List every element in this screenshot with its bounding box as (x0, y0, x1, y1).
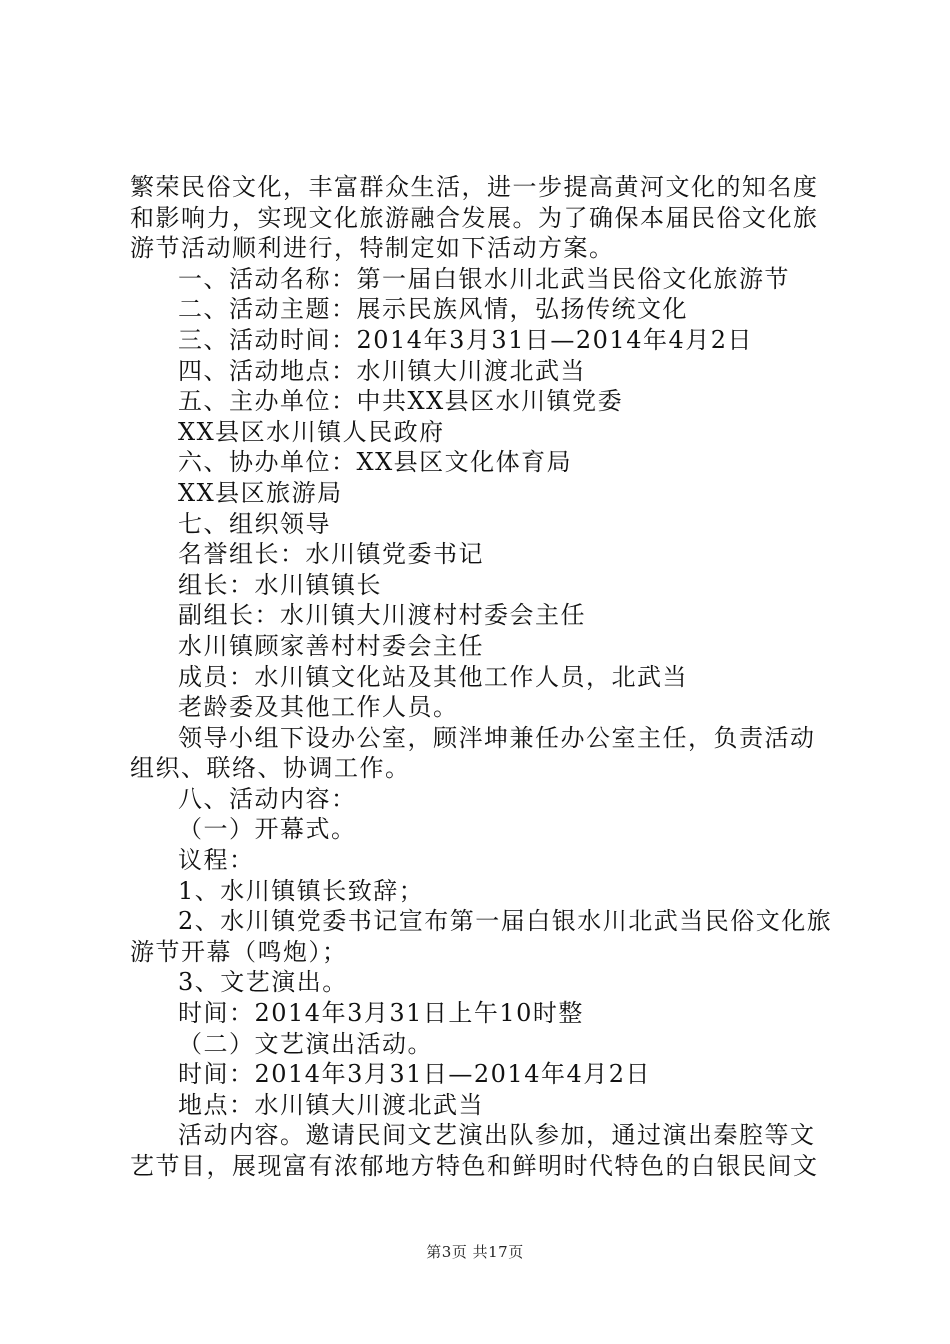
text-line: 二、活动主题：展示民族风情，弘扬传统文化 (178, 295, 688, 324)
text-line: 老龄委及其他工作人员。 (178, 693, 459, 722)
text-line: 活动内容。邀请民间文艺演出队参加，通过演出秦腔等文 (178, 1121, 816, 1150)
text-line: 时间：2014年3月31日上午10时整 (178, 999, 584, 1028)
text-line: 1、水川镇镇长致辞； (178, 876, 425, 905)
text-line: 2、水川镇党委书记宣布第一届白银水川北武当民俗文化旅 (178, 907, 833, 936)
text-line: 地点：水川镇大川渡北武当 (178, 1090, 484, 1119)
text-line: 四、活动地点：水川镇大川渡北武当 (178, 356, 586, 385)
text-line: 议程： (178, 846, 255, 875)
text-line: 副组长：水川镇大川渡村村委会主任 (178, 601, 586, 630)
text-line: XX县区旅游局 (178, 478, 343, 507)
text-line: 三、活动时间：2014年3月31日—2014年4月2日 (178, 325, 754, 354)
document-body (130, 172, 833, 1182)
text-line: 八、活动内容： (178, 784, 357, 813)
text-line: 七、组织领导 (178, 509, 331, 538)
text-line: 水川镇顾家善村村委会主任 (178, 631, 484, 660)
page-footer: 第3页 共17页 (426, 1243, 524, 1261)
text-line: 组织、联络、协调工作。 (130, 754, 411, 783)
text-line: 组长：水川镇镇长 (178, 570, 382, 599)
text-line: （一）开幕式。 (178, 815, 357, 844)
text-line: 领导小组下设办公室，顾泮坤兼任办公室主任，负责活动 (178, 723, 816, 752)
text-line: 名誉组长：水川镇党委书记 (178, 540, 484, 569)
text-line: XX县区水川镇人民政府 (178, 417, 445, 446)
text-line: 六、协办单位：XX县区文化体育局 (178, 448, 573, 477)
text-line: 一、活动名称：第一届白银水川北武当民俗文化旅游节 (178, 264, 790, 293)
text-line: 3、文艺演出。 (178, 968, 348, 997)
text-line: 繁荣民俗文化，丰富群众生活，进一步提高黄河文化的知名度 (130, 173, 819, 201)
text-line: 五、主办单位：中共XX县区水川镇党委 (178, 387, 624, 416)
text-line: 游节活动顺利进行，特制定如下活动方案。 (130, 234, 615, 263)
text-line: 游节开幕（鸣炮）； (130, 937, 348, 966)
text-line: 艺节目，展现富有浓郁地方特色和鲜明时代特色的白银民间文 (130, 1152, 819, 1180)
text-line: 时间：2014年3月31日—2014年4月2日 (178, 1060, 652, 1089)
text-line: （二）文艺演出活动。 (178, 1029, 433, 1058)
text-line: 和影响力，实现文化旅游融合发展。为了确保本届民俗文化旅 (130, 203, 819, 232)
text-line: 成员：水川镇文化站及其他工作人员，北武当 (178, 662, 688, 691)
